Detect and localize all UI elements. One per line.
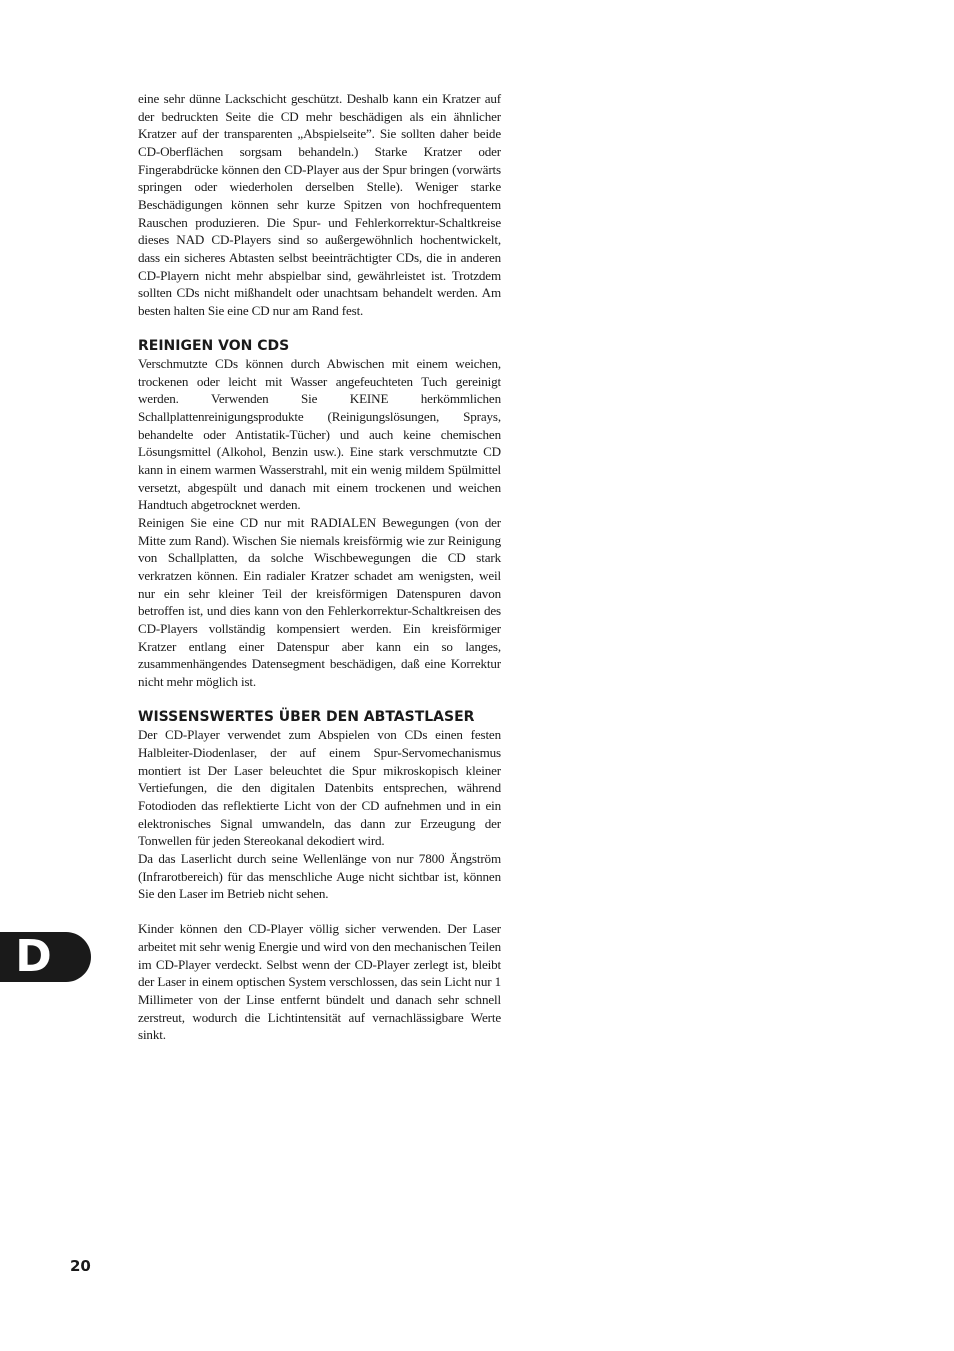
text-column	[138, 90, 501, 1044]
cleaning-paragraph-1: Verschmutzte CDs können durch Abwischen mit einem weichen, trockenen oder leicht mit Wasser angefeuchteten Tuch gereinigt werden. Verwenden Sie KEINE herkömmlichen Schallplattenreinigungsprodukte (Reinigungslösungen, Sprays, behandelte oder Antistatik-Tücher) und auch keine chemischen Lösungsmittel (Alkohol, Benzin usw.). Eine stark verschmutzte CD kann in einem warmen Wasserstrahl, mit ein wenig mildem Spülmittel versetzt, abgespült und danach mit einem trockenen und weichen Handtuch abgetrocknet werden.	[138, 356, 501, 513]
section-gap	[138, 320, 501, 338]
cleaning-paragraph-2: Reinigen Sie eine CD nur mit RADIALEN Bewegungen (von der Mitte zum Rand). Wischen Sie niemals kreisförmig wie zur Reinigung von Schallplatten, da solche Wischbewegungen die CD stark verkratzen können. Ein radialer Kratzer schadet am wenigsten, weil nur ein sehr kleiner Teil der kreisförmigen Datenspuren davon betroffen ist, und dies kann von den Fehlerkorrektur-Schaltkreisen des CD-Players vollständig kompensiert werden. Ein kreisförmiger Kratzer entlang einer Datenspur aber kann ein so langes, zusammenhängendes Datensegment beschädigen, daß eine Korrektur nicht mehr möglich ist.	[138, 515, 501, 689]
laser-paragraph-1: Der CD-Player verwendet zum Abspielen von CDs einen festen Halbleiter-Diodenlaser, der auf einem Spur-Servomechanismus montiert ist Der Laser beleuchtet die Spur mikroskopisch kleiner Vertiefungen, die den digitalen Datenbits entsprechen, während Fotodioden das reflektierte Licht von der CD aufnehmen und in ein elektronisches Signal umwandeln, das dann zur Erzeugung der Tonwellen für jeden Stereokanal dekodiert wird.	[138, 727, 501, 849]
intro-paragraph: eine sehr dünne Lackschicht geschützt. Deshalb kann ein Kratzer auf der bedruckten Seite die CD mehr beschädigen als ein ähnlicher Kratzer auf der transparenten „Abspielseite”. Sie sollten daher beide CD-Oberflächen sorgsam behandeln.) Starke Kratzer oder Fingerabdrücke können den CD-Player aus der Spur bringen (vorwärts springen oder wiederholen derselben Stelle). Weniger starke Beschädigungen können sehr kurze Spitzen von hochfrequentem Rauschen produzieren. Die Spur- und Fehlerkorrektur-Schaltkreise dieses NAD CD-Players sind so außergewöhnlich hochentwickelt, dass ein sicheres Abtasten selbst beeinträchtigter CDs, die in anderen CD-Playern nicht mehr abspielbar sind, gewährleistet ist. Trotzdem sollten CDs nicht mißhandelt oder unachtsam behandelt werden. Am besten halten Sie eine CD nur am Rand fest.	[138, 91, 501, 318]
language-tab-label: D	[15, 931, 52, 982]
page-number: 20	[70, 1257, 91, 1275]
section-gap	[138, 691, 501, 709]
language-tab	[0, 932, 91, 982]
section-heading-cleaning: REINIGEN VON CDS	[138, 338, 290, 355]
laser-paragraph-3: Kinder können den CD-Player völlig sicher verwenden. Der Laser arbeitet mit sehr wenig Energie und wird von den mechanischen Teilen im CD-Player verdeckt. Selbst wenn der CD-Player zerlegt ist, bleibt der Laser in einem optischen System verschlossen, das sein Licht nur 1 Millimeter von der Linse entfernt bündelt und danach sehr schnell zerstreut, wodurch die Lichtintensität auf vernachlässigbare Werte sinkt.	[138, 921, 501, 1043]
laser-paragraph-2: Da das Laserlicht durch seine Wellenlänge von nur 7800 Ängström (Infrarotbereich) für das menschliche Auge nicht sichtbar ist, können Sie den Laser im Betrieb nicht sehen.	[138, 850, 501, 902]
section-heading-laser: WISSENSWERTES ÜBER DEN ABTASTLASER	[138, 709, 475, 726]
paragraph-gap	[138, 903, 501, 921]
